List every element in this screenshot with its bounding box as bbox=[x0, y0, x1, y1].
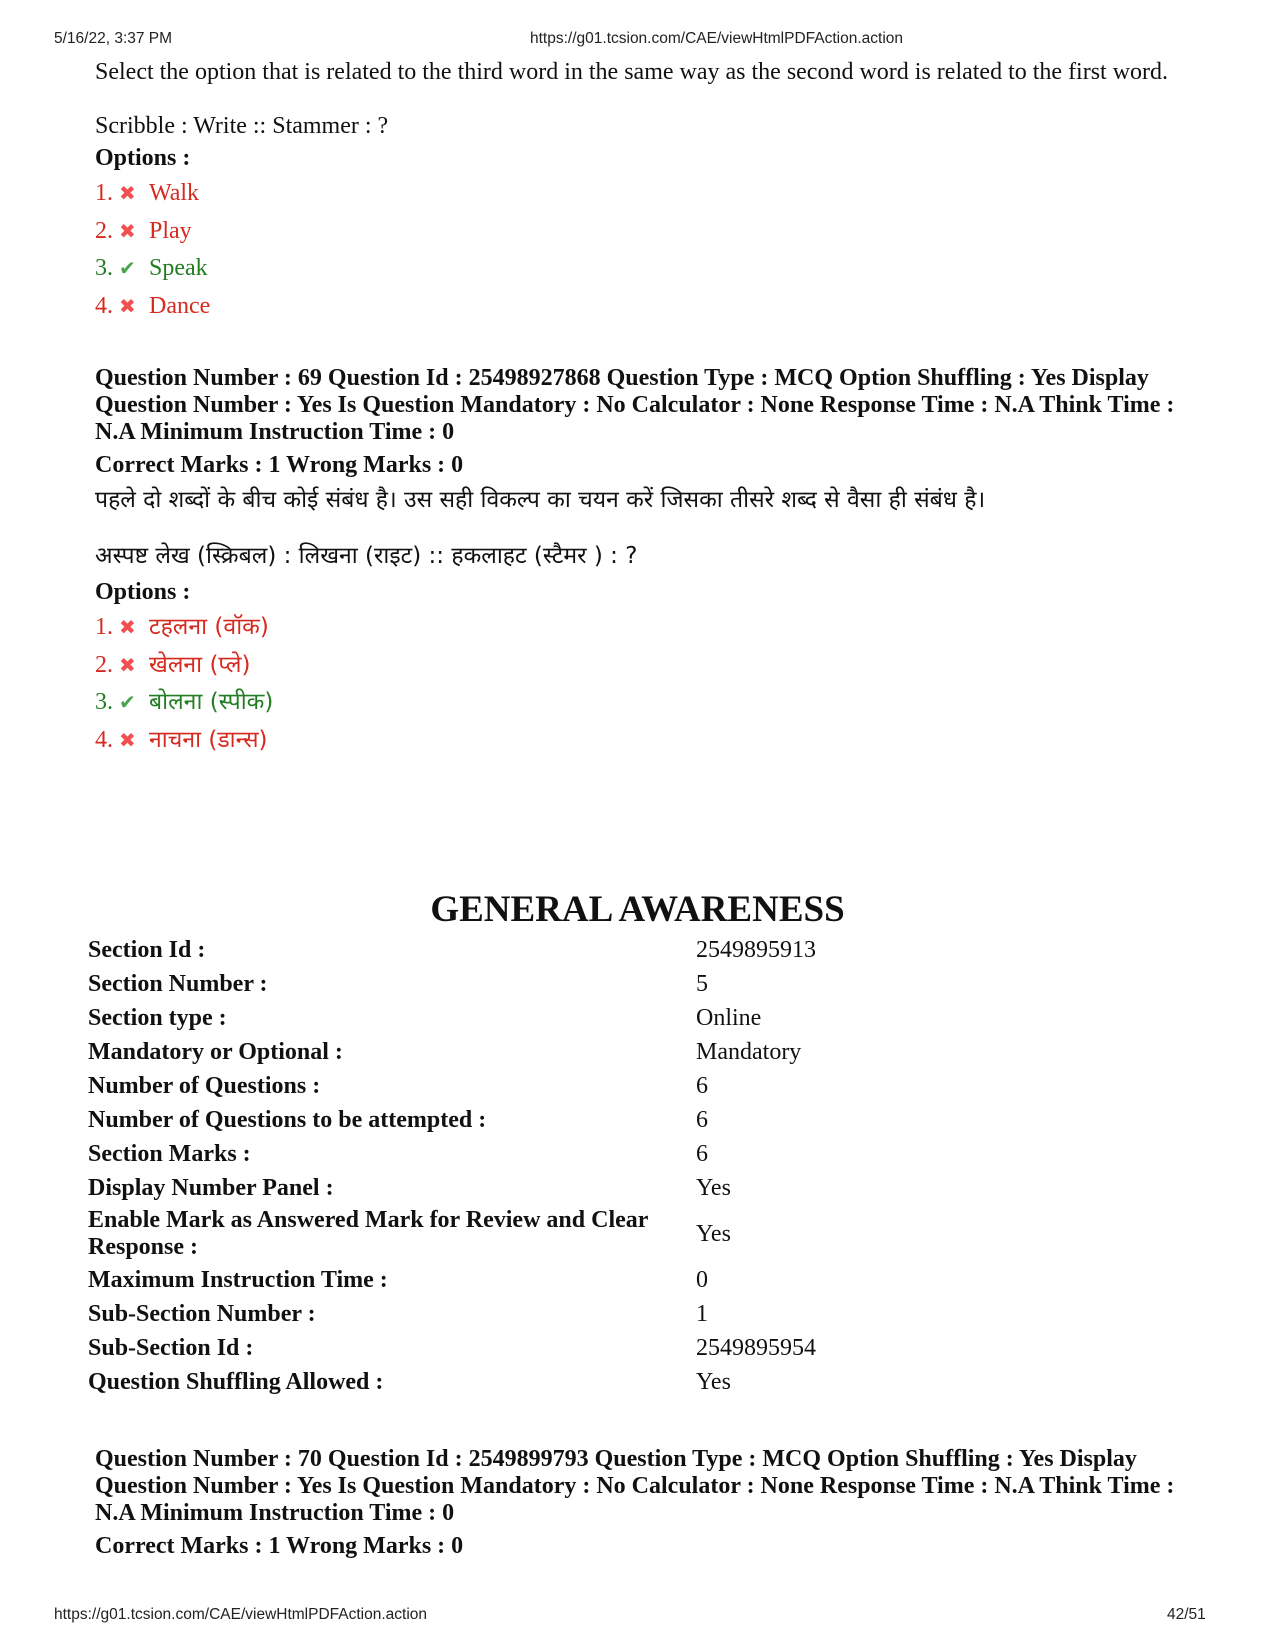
option-number: 2. bbox=[95, 217, 113, 244]
option-number: 3. bbox=[95, 255, 113, 281]
section-row bbox=[88, 1103, 1096, 1137]
section-value: Mandatory bbox=[696, 1039, 802, 1065]
section-key: Section Number : bbox=[88, 971, 268, 997]
option-text: Play bbox=[149, 217, 192, 244]
cross-icon: ✖ bbox=[119, 218, 136, 243]
section-key: Sub-Section Id : bbox=[88, 1335, 254, 1361]
section-key: Section type : bbox=[88, 1005, 227, 1031]
page-number: 42/51 bbox=[1167, 1606, 1206, 1623]
section-key: Number of Questions to be attempted : bbox=[88, 1107, 487, 1133]
page-content bbox=[95, 58, 1195, 759]
cross-icon: ✖ bbox=[119, 652, 136, 677]
section-row bbox=[88, 1205, 1096, 1263]
q70-marks: Correct Marks : 1 Wrong Marks : 0 bbox=[95, 1533, 464, 1559]
section-info-table bbox=[88, 933, 1096, 1399]
cross-icon: ✖ bbox=[119, 181, 136, 205]
section-key: Section Id : bbox=[88, 937, 206, 963]
option-item bbox=[95, 288, 1195, 326]
option-number: 3. bbox=[95, 689, 113, 715]
option-number: 1. bbox=[95, 180, 113, 206]
section-value: 6 bbox=[696, 1107, 708, 1133]
section-value: Online bbox=[696, 1005, 762, 1031]
q69-marks: Correct Marks : 1 Wrong Marks : 0 bbox=[95, 452, 464, 478]
option-item bbox=[95, 684, 1195, 722]
footer-url: https://g01.tcsion.com/CAE/viewHtmlPDFAction.action bbox=[54, 1606, 428, 1623]
option-number: 2. bbox=[95, 651, 113, 678]
option-text: टहलना (वॉक) bbox=[149, 614, 269, 640]
option-text: Walk bbox=[149, 180, 200, 206]
cross-icon: ✖ bbox=[119, 727, 136, 752]
header-date: 5/16/22, 3:37 PM bbox=[54, 30, 173, 47]
option-text: Dance bbox=[149, 292, 211, 319]
section-row bbox=[88, 1001, 1096, 1035]
option-item bbox=[95, 609, 1195, 647]
section-key: Mandatory or Optional : bbox=[88, 1039, 343, 1065]
section-key: Number of Questions : bbox=[88, 1073, 321, 1099]
section-title: GENERAL AWARENESS bbox=[430, 889, 845, 930]
section-row bbox=[88, 1069, 1096, 1103]
cross-icon: ✖ bbox=[119, 615, 136, 639]
option-item bbox=[95, 722, 1195, 760]
section-value: 0 bbox=[696, 1267, 708, 1293]
option-text: बोलना (स्पीक) bbox=[149, 689, 274, 715]
section-value: Yes bbox=[696, 1221, 731, 1247]
option-number: 4. bbox=[95, 292, 113, 319]
option-item bbox=[95, 647, 1195, 685]
section-key: Question Shuffling Allowed : bbox=[88, 1369, 384, 1395]
option-number: 1. bbox=[95, 614, 113, 640]
section-key: Enable Mark as Answered Mark for Review and Clear Response : bbox=[88, 1207, 648, 1260]
section-key: Sub-Section Number : bbox=[88, 1301, 316, 1327]
section-row bbox=[88, 1137, 1096, 1171]
section-value: 5 bbox=[696, 971, 708, 997]
option-item bbox=[95, 250, 1195, 288]
section-value: 1 bbox=[696, 1301, 708, 1327]
q70-block bbox=[95, 1446, 1205, 1560]
q69-instruction: पहले दो शब्दों के बीच कोई संबंध है। उस सही विकल्प का चयन करें जिसका तीसरे शब्द से वैसा ही संबंध है। bbox=[95, 487, 986, 513]
section-value: Yes bbox=[696, 1369, 731, 1395]
section-key: Maximum Instruction Time : bbox=[88, 1267, 388, 1293]
section-row bbox=[88, 1297, 1096, 1331]
option-text: नाचना (डान्स) bbox=[149, 726, 268, 753]
section-value: 6 bbox=[696, 1141, 708, 1167]
q69-options-label: Options : bbox=[95, 579, 191, 605]
option-item bbox=[95, 175, 1195, 213]
section-key: Section Marks : bbox=[88, 1141, 251, 1167]
section-value: Yes bbox=[696, 1175, 731, 1201]
q68-options bbox=[95, 175, 1195, 325]
section-row bbox=[88, 1365, 1096, 1399]
section-row bbox=[88, 1263, 1096, 1297]
q69-options bbox=[95, 609, 1195, 759]
option-text: Speak bbox=[149, 255, 208, 281]
option-number: 4. bbox=[95, 726, 113, 753]
section-row bbox=[88, 1171, 1096, 1205]
check-icon: ✔ bbox=[119, 690, 136, 714]
check-icon: ✔ bbox=[119, 256, 136, 280]
q70-meta: Question Number : 70 Question Id : 2549899793 Question Type : MCQ Option Shuffling : Yes Display Question Number : Yes Is Question Mandatory : No Calculator : None Response Time : N.A Think Time : N.A Minimum Instruction Time : 0 bbox=[95, 1446, 1175, 1526]
q69-meta: Question Number : 69 Question Id : 25498927868 Question Type : MCQ Option Shuffling : Yes Display Question Number : Yes Is Question Mandatory : No Calculator : None Response Time : N.A Think Time : N.A Minimum Instruction Time : 0 bbox=[95, 365, 1175, 445]
q68-options-label: Options : bbox=[95, 145, 191, 171]
section-value: 6 bbox=[696, 1073, 708, 1099]
section-row bbox=[88, 1035, 1096, 1069]
option-item bbox=[95, 213, 1195, 251]
section-row bbox=[88, 933, 1096, 967]
section-value: 2549895913 bbox=[696, 937, 816, 963]
section-row bbox=[88, 1331, 1096, 1365]
section-row bbox=[88, 967, 1096, 1001]
section-key: Display Number Panel : bbox=[88, 1175, 334, 1201]
header-url: https://g01.tcsion.com/CAE/viewHtmlPDFAction.action bbox=[530, 30, 904, 47]
q69-prompt: अस्पष्ट लेख (स्क्रिबल) : लिखना (राइट) :: हकलाहट (स्टैमर ) : ? bbox=[95, 543, 638, 569]
q68-instruction: Select the option that is related to the third word in the same way as the second word is related to the first word. bbox=[95, 59, 1169, 85]
option-text: खेलना (प्ले) bbox=[149, 651, 251, 678]
cross-icon: ✖ bbox=[119, 293, 136, 318]
q68-prompt: Scribble : Write :: Stammer : ? bbox=[95, 113, 389, 139]
section-value: 2549895954 bbox=[696, 1335, 816, 1361]
